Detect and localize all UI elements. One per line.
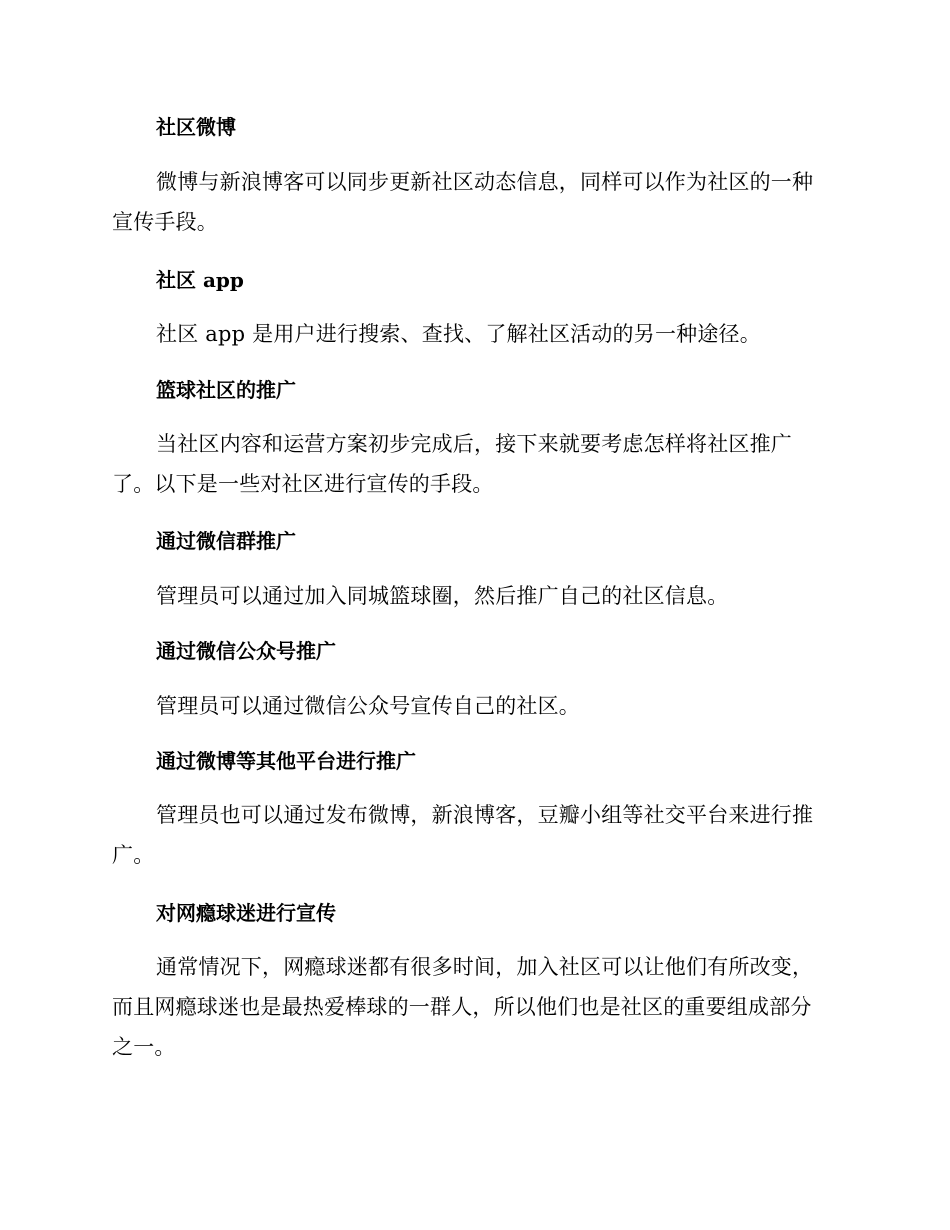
section-body-internet-addicted-fans: 通常情况下，网瘾球迷都有很多时间，加入社区可以让他们有所改变，而且网瘾球迷也是最热爱棒球的一群人，所以他们也是社区的重要组成部分之一。 xyxy=(112,955,814,1059)
section-body-weibo-other-platforms: 管理员也可以通过发布微博，新浪博客，豆瓣小组等社交平台来进行推广。 xyxy=(112,803,814,867)
section-body-community-app: 社区 app 是用户进行搜索、查找、了解社区活动的另一种途径。 xyxy=(156,322,761,346)
section-heading-internet-addicted-fans: 对网瘾球迷进行宣传 xyxy=(156,901,336,925)
section-heading-community-app: 社区 app xyxy=(156,268,244,292)
section-heading-basketball-promotion: 篮球社区的推广 xyxy=(156,378,296,402)
section-heading-community-weibo: 社区微博 xyxy=(156,115,236,139)
section-body-wechat-group: 管理员可以通过加入同城篮球圈，然后推广自己的社区信息。 xyxy=(156,584,729,608)
section-heading-wechat-group: 通过微信群推广 xyxy=(156,529,296,553)
section-body-wechat-official-account: 管理员可以通过微信公众号宣传自己的社区。 xyxy=(156,694,580,718)
section-heading-wechat-official-account: 通过微信公众号推广 xyxy=(156,639,336,663)
section-body-community-weibo: 微博与新浪博客可以同步更新社区动态信息，同样可以作为社区的一种宣传手段。 xyxy=(112,170,814,234)
section-heading-weibo-other-platforms: 通过微博等其他平台进行推广 xyxy=(156,749,416,773)
section-body-basketball-promotion: 当社区内容和运营方案初步完成后，接下来就要考虑怎样将社区推广了。以下是一些对社区进行宣传的手段。 xyxy=(112,432,792,496)
